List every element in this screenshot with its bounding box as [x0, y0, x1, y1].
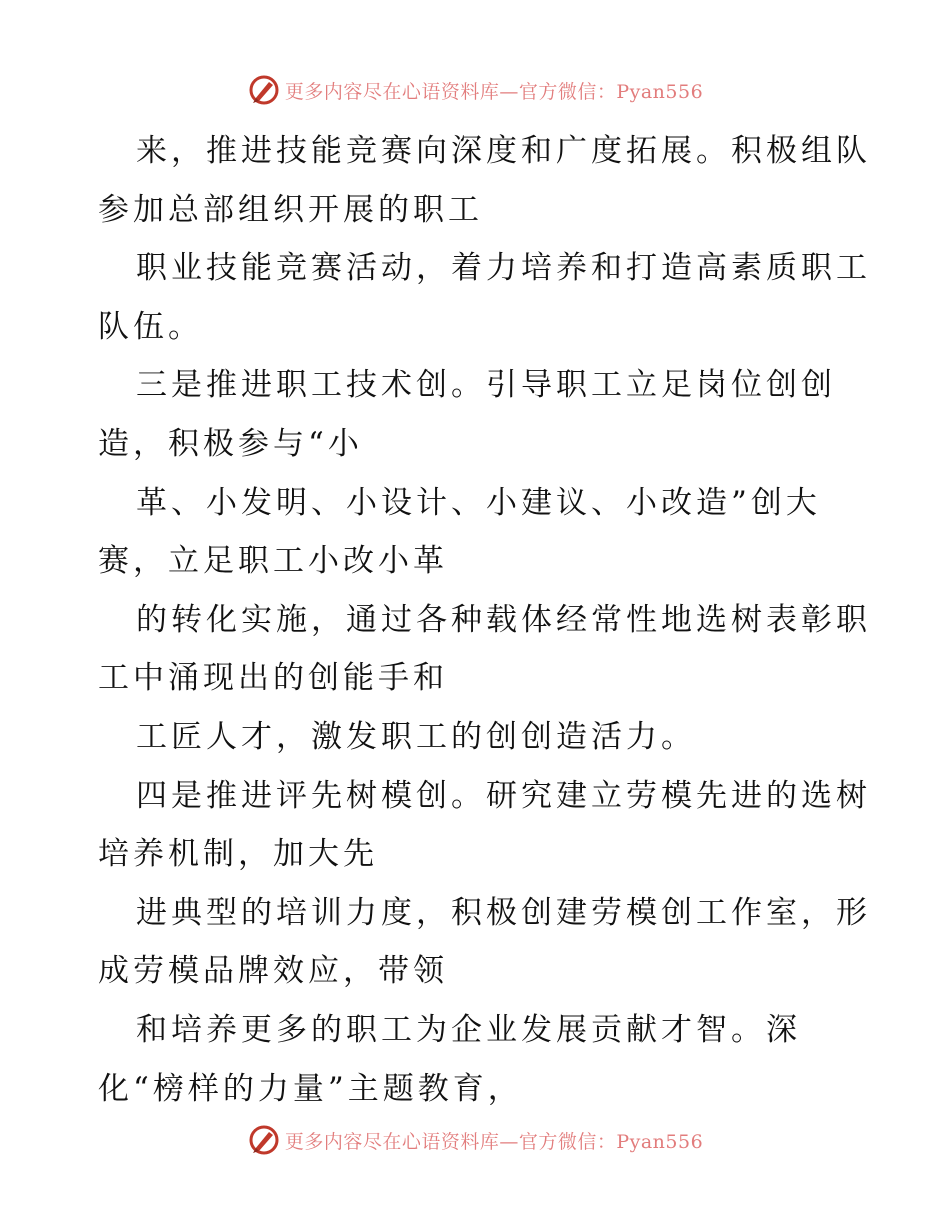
watermark-text: 更多内容尽在心语资料库—官方微信：Pyan556 [284, 1130, 704, 1153]
text-line: 来，推进技能竞赛向深度和广度拓展。积极组队 [136, 133, 871, 169]
text-line: 职业技能竞赛活动，着力培养和打造高素质职工 [136, 250, 871, 287]
text-line: 三是推进职工技术创。引导职工立足岗位创创 [136, 367, 836, 404]
text-line: 的转化实施，通过各种载体经常性地选树表彰职 [136, 601, 871, 638]
watermark-text: 更多内容尽在心语资料库—官方微信：Pyan556 [284, 80, 704, 103]
text-line: 和培养更多的职工为企业发展贡献才智。深 [136, 1011, 801, 1048]
text-line: 革、小发明、小设计、小建议、小改造”创大 [136, 484, 821, 521]
text-line: 参加总部组织开展的职工 [98, 191, 483, 228]
text-line: 造，积极参与“小 [98, 425, 363, 462]
text-line: 成劳模品牌效应，带领 [98, 953, 448, 990]
footer-watermark [0, 1120, 950, 1160]
watermark-group [247, 73, 703, 107]
document-body [98, 122, 871, 1118]
pen-circle-logo-icon [247, 73, 281, 107]
text-line: 化“榜样的力量”主题教育， [98, 1070, 523, 1107]
text-line: 队伍。 [98, 308, 203, 345]
text-line: 工匠人才，激发职工的创创造活力。 [136, 718, 696, 755]
text-line: 四是推进评先树模创。研究建立劳模先进的选树 [136, 777, 871, 814]
text-line: 进典型的培训力度，积极创建劳模创工作室，形 [136, 894, 871, 931]
text-line: 工中涌现出的创能手和 [98, 660, 448, 697]
text-line: 赛，立足职工小改小革 [98, 543, 448, 580]
watermark-group [247, 1123, 703, 1157]
pen-circle-logo-icon [247, 1123, 281, 1157]
header-watermark [0, 70, 950, 110]
text-line: 培养机制，加大先 [98, 836, 378, 873]
